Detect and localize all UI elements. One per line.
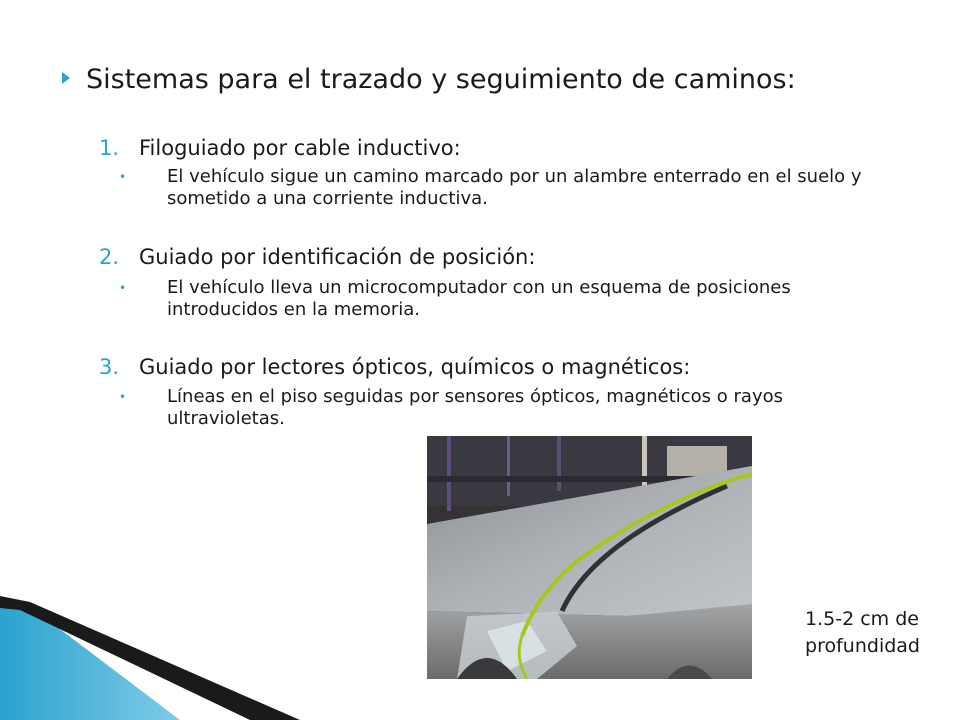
section-bullet-3	[119, 386, 897, 430]
bullet-text: Líneas en el piso seguidas por sensores ópticos, magnéticos o rayos ultravioletas.	[167, 386, 783, 429]
bullet-dot-icon: •	[119, 170, 127, 184]
caption-line-1: 1.5-2 cm de	[805, 608, 919, 630]
caption-line-2: profundidad	[805, 635, 920, 657]
section-number: 2.	[99, 245, 120, 269]
floor-cable-illustration	[427, 436, 752, 679]
bullet-text: El vehículo lleva un microcomputador con un esquema de posiciones introducidos en la memoria.	[167, 277, 791, 320]
bullet-dot-icon: •	[119, 390, 127, 404]
bullet-text: El vehículo sigue un camino marcado por un alambre enterrado en el suelo y sometido a una corriente inductiva.	[167, 166, 862, 209]
slide-title	[62, 64, 796, 95]
slide-title-text: Sistemas para el trazado y seguimiento de caminos:	[86, 64, 796, 95]
floor-cable-photo	[427, 436, 752, 679]
bullet-arrow-icon	[62, 72, 70, 84]
section-bullet-1	[119, 166, 897, 210]
section-heading-text: Guiado por lectores ópticos, químicos o magnéticos:	[139, 355, 691, 379]
section-number: 1.	[99, 136, 120, 160]
section-heading-1	[99, 136, 461, 160]
section-heading-2	[99, 245, 535, 269]
photo-caption	[805, 606, 920, 660]
bullet-dot-icon: •	[119, 281, 127, 295]
section-bullet-2	[119, 277, 857, 321]
section-heading-3	[99, 355, 690, 379]
section-heading-text: Filoguiado por cable inductivo:	[139, 136, 461, 160]
decorative-swoosh	[0, 596, 320, 720]
section-heading-text: Guiado por identificación de posición:	[139, 245, 536, 269]
section-number: 3.	[99, 355, 120, 379]
